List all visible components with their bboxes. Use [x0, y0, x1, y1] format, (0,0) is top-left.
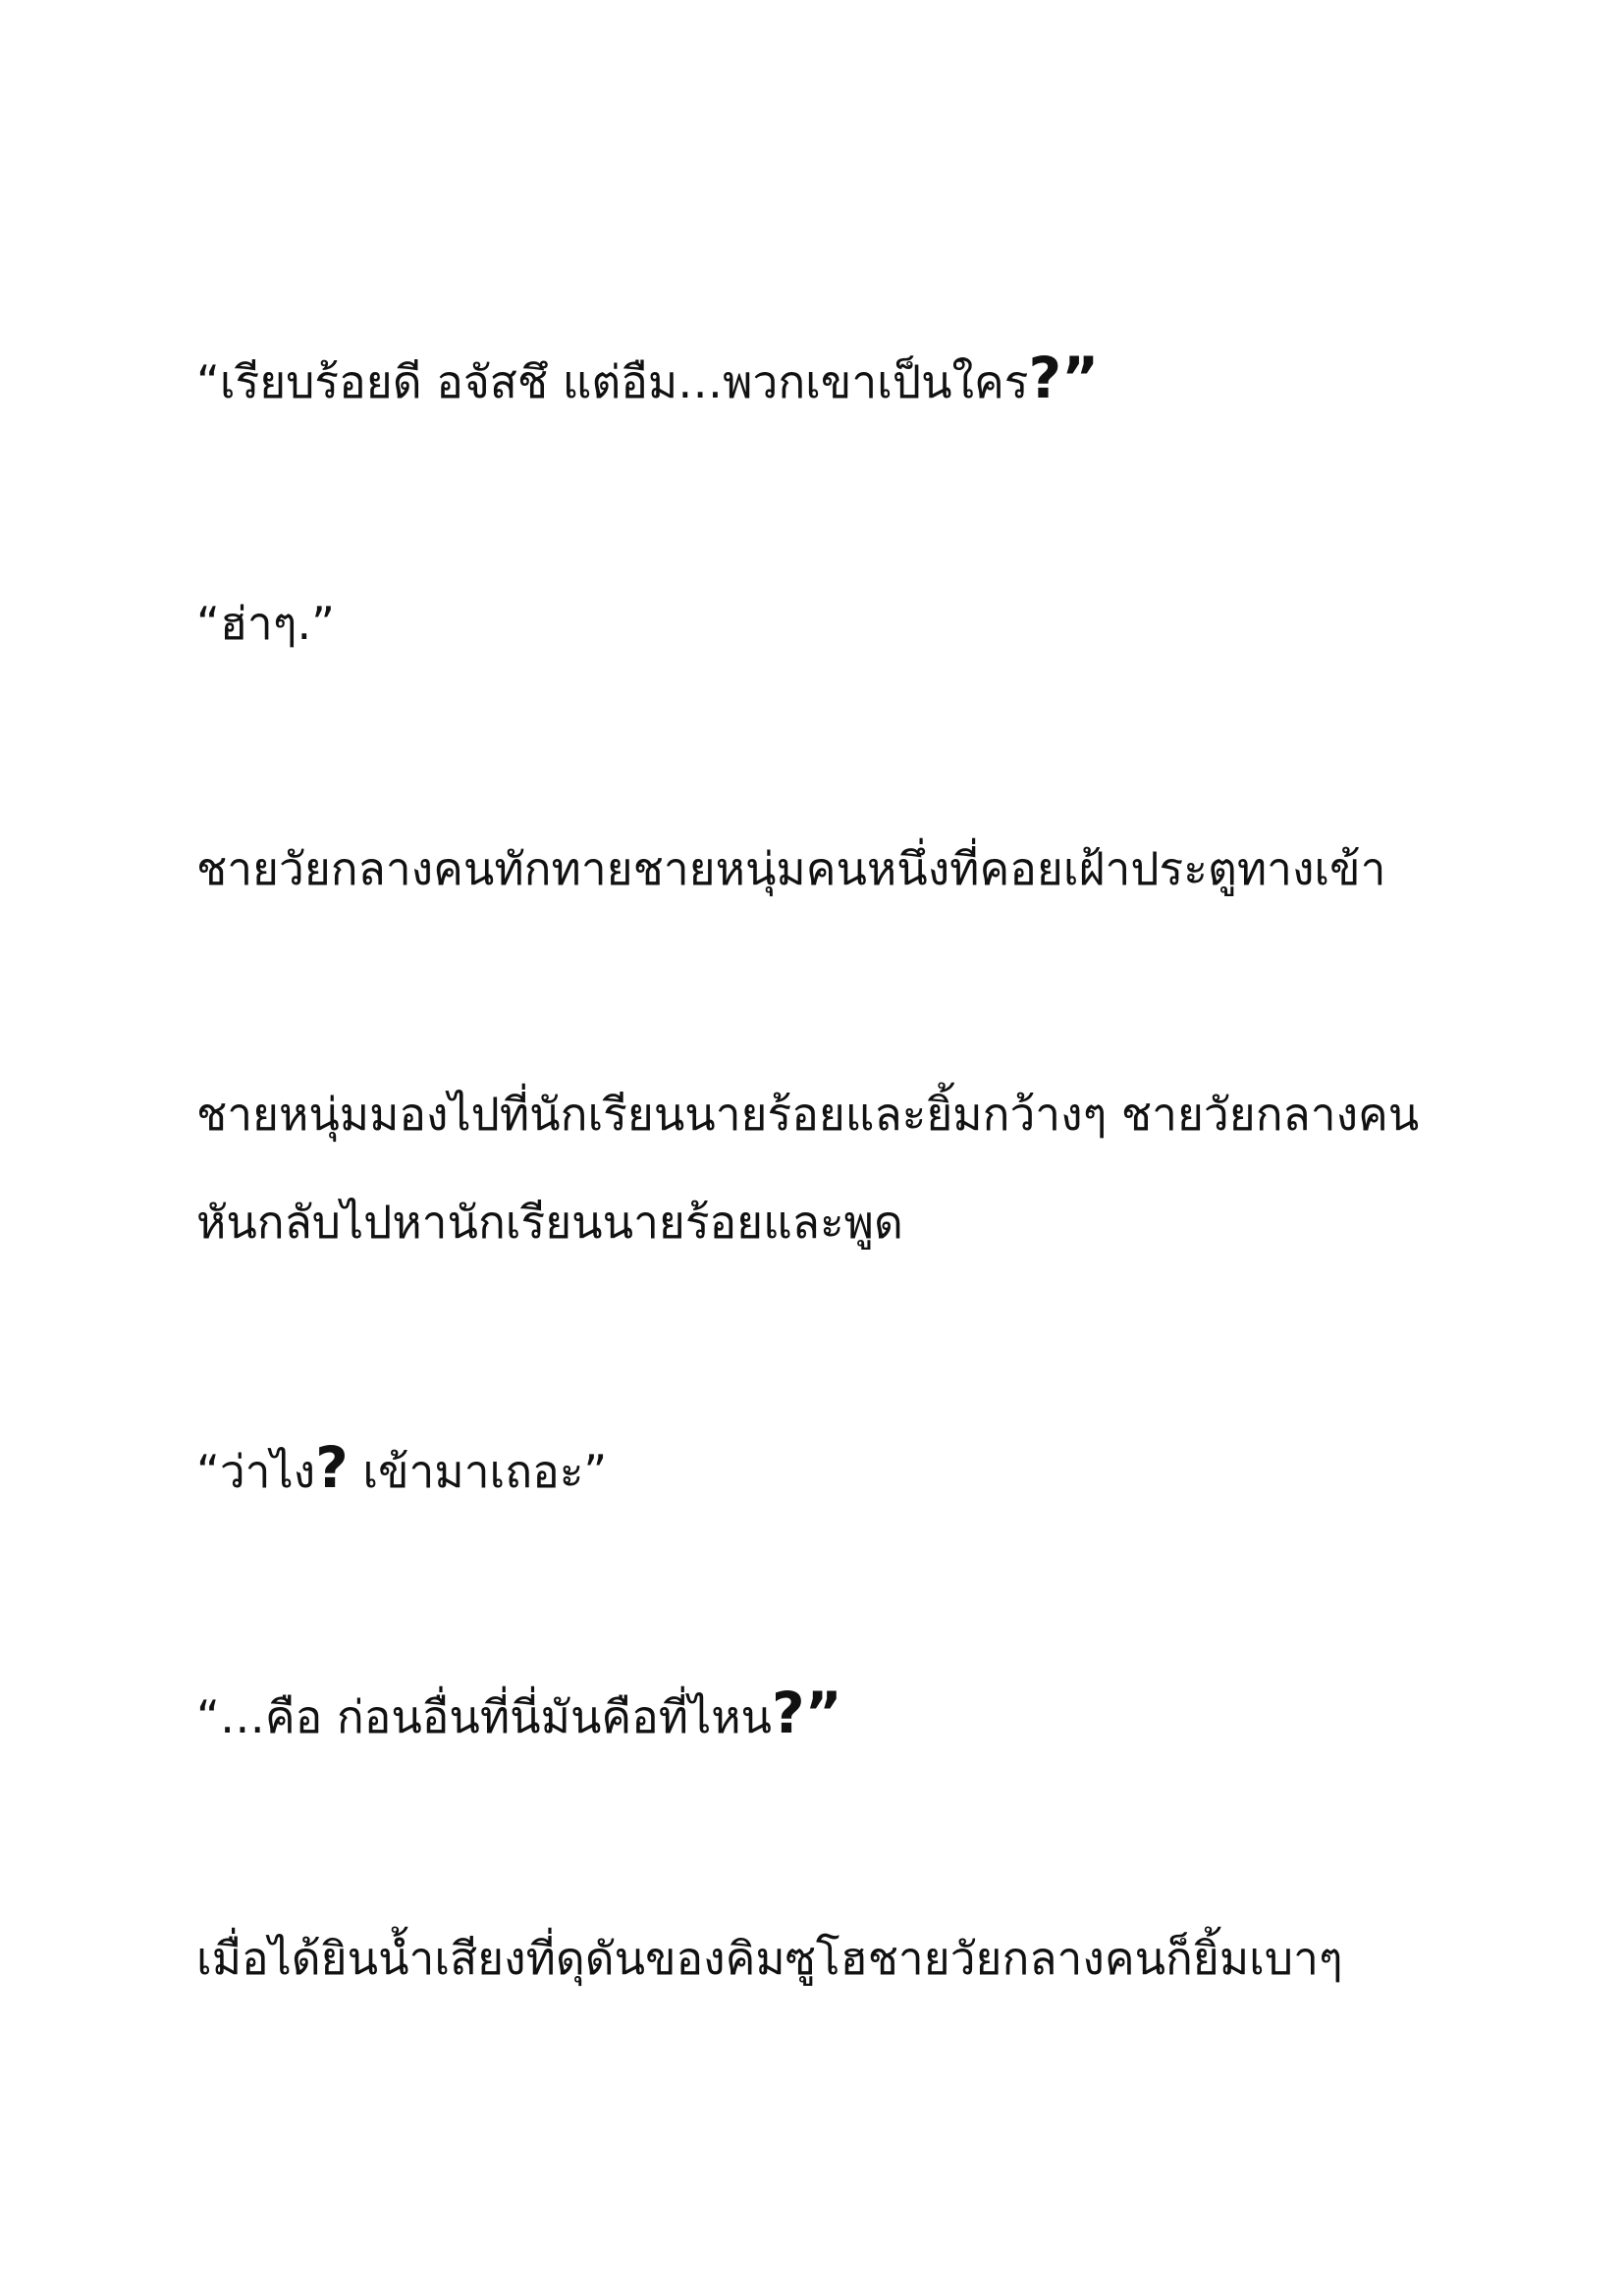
- dialogue-line-1-text: “เรียบร้อยดี อจัสชึ แต่อืม…พวกเขาเป็นใคร: [196, 355, 1029, 408]
- dialogue-line-3-text-a: “ว่าไง: [196, 1445, 316, 1498]
- closing-quote: ”: [1061, 345, 1100, 411]
- dialogue-line-4: [196, 1659, 1473, 1771]
- question-mark: ?: [772, 1680, 805, 1746]
- narration-paragraph-1: [196, 815, 1473, 923]
- narration-paragraph-3: [196, 1904, 1473, 2012]
- dialogue-line-2-text: “ฮ่าๆ.”: [196, 597, 335, 650]
- dialogue-line-4-text: “…คือ ก่อนอื่นที่นี่มันคือที่ไหน: [196, 1690, 773, 1743]
- narration-line: เมื่อได้ยินน้ำเสียงที่ดุดันของคิมซูโฮชายวัยกลางคนก็ยิ้มเบาๆ: [196, 1932, 1343, 1985]
- question-mark: ?: [1028, 345, 1062, 411]
- narration-paragraph-2: [196, 1060, 1473, 1276]
- narration-line: หันกลับไปหานักเรียนนายร้อยและพูด: [196, 1196, 903, 1249]
- dialogue-line-2: [196, 569, 1473, 677]
- narration-line: ชายหนุ่มมองไปที่นักเรียนนายร้อยและยิ้มกว้างๆ ชายวัยกลางคน: [196, 1088, 1420, 1141]
- dialogue-line-3: [196, 1414, 1473, 1525]
- dialogue-line-3-text-b: เข้ามาเถอะ”: [348, 1445, 608, 1498]
- narration-line: ชายวัยกลางคนทักทายชายหนุ่มคนหนึ่งที่คอยเฝ้าประตูทางเข้า: [196, 842, 1386, 895]
- dialogue-line-1: [196, 324, 1473, 436]
- question-mark: ?: [315, 1434, 349, 1501]
- closing-quote: ”: [804, 1680, 842, 1746]
